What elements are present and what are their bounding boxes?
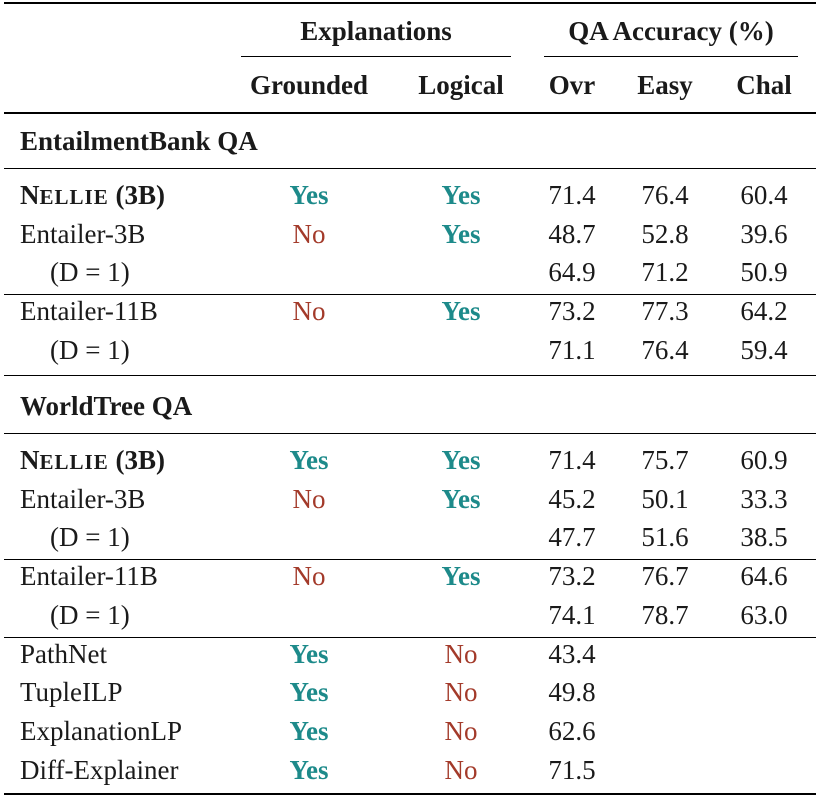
qa-accuracy-cmidrule: [544, 56, 798, 57]
cell-chal: 60.4: [740, 180, 788, 210]
cell-logical: No: [444, 677, 478, 708]
model-name-smallcaps: ELLIE: [39, 185, 109, 209]
cell-ovr: 48.7: [548, 218, 596, 249]
cell-logical: No: [444, 715, 478, 746]
header-bottom-rule: [4, 112, 816, 114]
model-name-suffix: (3B): [108, 180, 165, 210]
cell-grounded: Yes: [289, 715, 329, 746]
cell-grounded: Yes: [289, 638, 329, 669]
model-name: [20, 180, 165, 212]
cell-ovr: 64.9: [548, 257, 596, 288]
cell-easy: 78.7: [641, 599, 689, 630]
cell-chal: 38.5: [740, 522, 788, 553]
group-divider-rule: [4, 294, 816, 295]
model-name: (D = 1): [50, 257, 130, 288]
cell-easy: 51.6: [641, 522, 689, 553]
cell-logical: No: [444, 638, 478, 669]
top-rule: [4, 2, 816, 4]
header-grounded: Grounded: [249, 70, 369, 100]
cell-easy: 76.4: [641, 334, 689, 365]
model-name-suffix: (3B): [108, 445, 165, 475]
cell-grounded: No: [292, 561, 326, 592]
cell-logical: Yes: [441, 445, 481, 475]
explanations-cmidrule: [241, 56, 511, 57]
group-divider-rule: [4, 559, 816, 560]
header-logical: Logical: [418, 70, 504, 100]
cell-logical: Yes: [441, 483, 481, 514]
cell-easy: 77.3: [641, 296, 689, 327]
model-name: Entailer-3B: [20, 483, 146, 514]
cell-ovr: 71.1: [548, 334, 596, 365]
cell-chal: 63.0: [740, 599, 788, 630]
cell-logical: No: [444, 754, 478, 785]
header-explanations: Explanations: [300, 16, 452, 46]
cell-ovr: 74.1: [548, 599, 596, 630]
header-qa-accuracy: QA Accuracy (%): [568, 16, 774, 46]
cell-grounded: No: [292, 218, 326, 249]
cell-easy: 50.1: [641, 483, 689, 514]
model-name: (D = 1): [50, 522, 130, 553]
cell-chal: 64.6: [740, 561, 788, 592]
model-name-cap: N: [20, 180, 40, 210]
cell-ovr: 43.4: [548, 638, 596, 669]
cell-easy: 76.4: [641, 180, 689, 210]
model-name: Entailer-3B: [20, 218, 146, 249]
cell-ovr: 49.8: [548, 677, 596, 708]
cell-ovr: 71.5: [548, 754, 596, 785]
cell-logical: Yes: [441, 296, 481, 327]
section-title: WorldTree QA: [20, 391, 193, 421]
cell-chal: 64.2: [740, 296, 788, 327]
cell-ovr: 62.6: [548, 715, 596, 746]
cell-grounded: Yes: [289, 180, 329, 210]
cell-chal: 59.4: [740, 334, 788, 365]
section-title: EntailmentBank QA: [20, 126, 258, 156]
model-name: (D = 1): [50, 599, 130, 630]
cell-ovr: 47.7: [548, 522, 596, 553]
cell-chal: 33.3: [740, 483, 788, 514]
model-name: Diff-Explainer: [20, 754, 179, 785]
model-name: Entailer-11B: [20, 561, 158, 592]
cell-chal: 39.6: [740, 218, 788, 249]
section-title-rule: [4, 168, 816, 169]
header-easy: Easy: [637, 70, 693, 100]
model-name: (D = 1): [50, 334, 130, 365]
model-name: [20, 445, 165, 477]
cell-easy: 76.7: [641, 561, 689, 592]
cell-grounded: Yes: [289, 445, 329, 475]
cell-chal: 60.9: [740, 445, 788, 475]
model-name: Entailer-11B: [20, 296, 158, 327]
model-name: ExplanationLP: [20, 715, 182, 746]
header-chal: Chal: [736, 70, 792, 100]
cell-ovr: 71.4: [548, 445, 596, 475]
section-title-rule: [4, 433, 816, 434]
cell-logical: Yes: [441, 180, 481, 210]
model-name: PathNet: [20, 638, 107, 669]
bottom-rule: [4, 793, 816, 795]
cell-ovr: 71.4: [548, 180, 596, 210]
cell-grounded: Yes: [289, 677, 329, 708]
cell-easy: 71.2: [641, 257, 689, 288]
model-name-cap: N: [20, 445, 40, 475]
cell-logical: Yes: [441, 218, 481, 249]
model-name: TupleILP: [20, 677, 123, 708]
model-name-smallcaps: ELLIE: [39, 450, 109, 474]
cell-grounded: Yes: [289, 754, 329, 785]
cell-easy: 52.8: [641, 218, 689, 249]
cell-ovr: 73.2: [548, 561, 596, 592]
cell-grounded: No: [292, 296, 326, 327]
header-ovr: Ovr: [548, 70, 596, 100]
cell-ovr: 73.2: [548, 296, 596, 327]
cell-ovr: 45.2: [548, 483, 596, 514]
cell-easy: 75.7: [641, 445, 689, 475]
cell-grounded: No: [292, 483, 326, 514]
section-end-rule: [4, 375, 816, 376]
group-divider-rule: [4, 637, 816, 638]
cell-logical: Yes: [441, 561, 481, 592]
cell-chal: 50.9: [740, 257, 788, 288]
